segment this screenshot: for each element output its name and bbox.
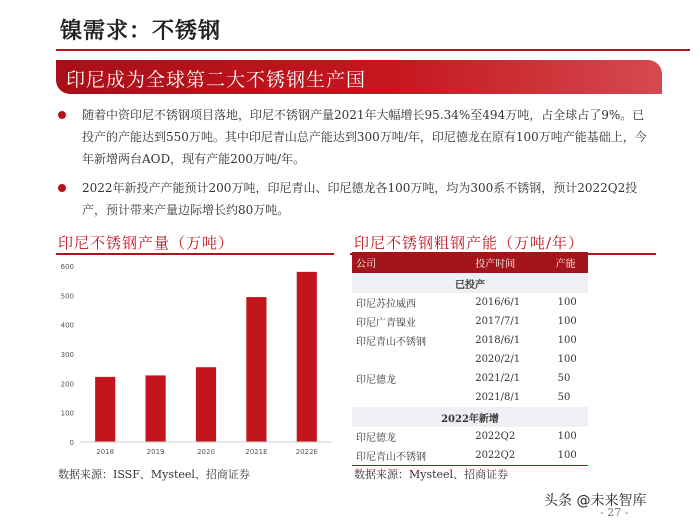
table-row — [352, 446, 588, 465]
table-title: 印尼不锈钢粗钢产能（万吨/年） — [354, 234, 585, 252]
page-number: - 27 - — [600, 506, 629, 519]
bullet-text: 2022年新投产产能预计200万吨，印尼青山、印尼德龙各100万吨，均为300系不锈钢，预计2022Q2投产，预计带来产量边际增长约80万吨。 — [82, 181, 638, 217]
cell-company — [352, 350, 451, 369]
cell-capacity: 50 — [557, 392, 571, 403]
column-header-company: 公司 — [352, 252, 451, 273]
cell-capacity: 100 — [557, 297, 577, 308]
chart-title: 印尼不锈钢产量（万吨） — [58, 234, 235, 252]
cell-company: 印尼青山不锈钢 — [352, 446, 451, 465]
cell-date: 2022Q2 — [475, 431, 516, 442]
bullet-item — [58, 104, 654, 170]
cell-capacity: 100 — [557, 316, 577, 327]
group-label-new-2022: 2022年新增 — [352, 407, 588, 427]
capacity-table — [352, 252, 588, 466]
cell-capacity: 100 — [557, 335, 577, 346]
y-tick-label: 300 — [60, 351, 74, 359]
watermark-text: 头条 @未来智库 — [544, 493, 647, 509]
bar-2021E — [246, 297, 266, 442]
y-tick-label: 500 — [60, 292, 74, 301]
bar-2018 — [95, 377, 115, 442]
cell-date: 2021/8/1 — [475, 392, 521, 403]
table-row — [352, 369, 588, 388]
table-subheader — [352, 273, 588, 293]
table-row — [352, 350, 588, 369]
y-tick-label: 0 — [69, 439, 74, 447]
table-header-row — [352, 252, 588, 273]
table-row — [352, 312, 588, 331]
bar-group — [95, 272, 317, 442]
column-header-date: 投产时间 — [451, 252, 543, 273]
cell-date: 2022Q2 — [451, 446, 543, 465]
page-title: 镍需求：不锈钢 — [60, 18, 222, 44]
x-tick-label: 2021E — [245, 448, 268, 456]
cell-company: 印尼广青镍业 — [356, 318, 416, 329]
cell-date: 2021/2/1 — [475, 373, 521, 384]
bullet-dot-icon — [58, 111, 66, 119]
cell-company — [352, 388, 451, 407]
x-tick-label: 2020 — [197, 448, 215, 456]
cell-capacity: 100 — [544, 446, 588, 465]
cell-capacity: 100 — [557, 354, 577, 365]
table-row — [352, 331, 588, 350]
section-banner — [56, 60, 662, 94]
banner-text: 印尼成为全球第二大不锈钢生产国 — [66, 69, 367, 91]
bullet-text: 随着中资印尼不锈钢项目落地，印尼不锈钢产量2021年大幅增长95.34%至494万吨，占全球占了9%。已投产的产能达到550万吨。其中印尼青山总产能达到300万吨/年，印尼德龙在原有100万吨产能基础上，今年新增两台AOD，现有产能200万吨/年。 — [82, 108, 647, 166]
production-bar-chart — [56, 256, 338, 460]
table-row — [352, 388, 588, 407]
y-tick-label: 400 — [60, 321, 74, 330]
table-source: 数据来源：Mysteel、招商证券 — [354, 468, 509, 481]
cell-company: 印尼德龙 — [356, 433, 396, 444]
x-axis — [80, 442, 332, 456]
bullet-dot-icon — [58, 184, 66, 192]
cell-company: 印尼德龙 — [356, 375, 396, 386]
x-tick-label: 2018 — [96, 448, 115, 456]
chart-source: 数据来源：ISSF、Mysteel、招商证券 — [58, 468, 250, 481]
cell-company: 印尼苏拉威西 — [356, 299, 416, 310]
group-label-in-production: 已投产 — [352, 273, 588, 293]
bar-2022E — [297, 272, 317, 442]
table-subheader — [352, 407, 588, 427]
column-header-capacity: 产能 — [544, 252, 588, 273]
cell-capacity: 100 — [557, 431, 577, 442]
cell-date: 2016/6/1 — [475, 297, 521, 308]
cell-date: 2018/6/1 — [475, 335, 521, 346]
cell-date: 2017/7/1 — [475, 316, 521, 327]
y-tick-label: 100 — [60, 409, 74, 418]
x-tick-label: 2019 — [146, 448, 165, 456]
chart-title-rule — [56, 253, 334, 255]
title-divider — [56, 49, 690, 51]
bar-2019 — [146, 375, 166, 442]
y-tick-label: 200 — [60, 380, 74, 389]
cell-capacity: 50 — [557, 373, 571, 384]
table-row — [352, 427, 588, 446]
cell-date: 2020/2/1 — [475, 354, 521, 365]
bullet-item — [58, 177, 654, 221]
y-axis — [61, 263, 74, 447]
table-row — [352, 293, 588, 312]
x-tick-label: 2022E — [295, 448, 318, 456]
bar-2020 — [196, 367, 216, 442]
y-tick-label: 600 — [60, 263, 74, 271]
cell-company: 印尼青山不锈钢 — [356, 337, 426, 348]
